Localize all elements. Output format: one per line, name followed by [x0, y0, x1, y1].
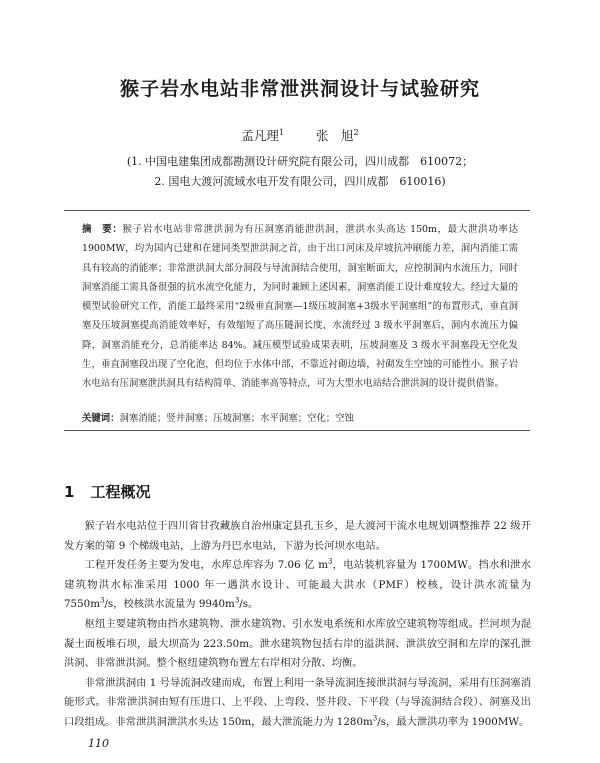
- paper-title: 猴子岩水电站非常泄洪洞设计与试验研究: [119, 78, 480, 100]
- text-run: /s，校核洪水流量为 9940m: [104, 598, 235, 611]
- section-title: 工程概况: [90, 483, 151, 501]
- divider-top: [64, 210, 530, 211]
- superscript: 3: [99, 596, 105, 605]
- text-run: 非常泄洪洞由 1 号导流洞改建而成，布置上利用一条导流洞连接泄洪洞与导流洞，采用有压洞塞消能形式。非常泄洪洞由短有压进口、上平段、上弯段、竖井段、下平段（与导流洞结合段）、洞塞及出口段组成。非常泄洪洞泄洪水头达 150m，最大泄流能力为 1280m: [64, 676, 531, 728]
- text-run: 猴子岩水电站位于四川省甘孜藏族自治州康定县孔玉乡，是大渡河干流水电规划调整推荐 22 级开发方案的第 9 个梯级电站，上游为丹巴水电站，下游为长河坝水电站。: [64, 520, 531, 552]
- text-run: 枢纽主要建筑物由挡水建筑物、泄水建筑物、引水发电系统和水库放空建筑物等组成。拦河坝为混凝土面板堆石坝，最大坝高为 223.50m。泄水建筑物包括右岸的溢洪洞、泄洪放空洞和左岸的深孔泄洪洞、非常泄洪洞。整个枢纽建筑物布置左右岸相对分散、均衡。: [64, 617, 531, 670]
- author-line: [0, 126, 600, 144]
- keywords: [82, 410, 522, 424]
- text-run: ，电站装机容量为 1700MW。挡水和泄水建筑物洪水标准采用 1000 年一遇洪水设计、可能最大洪水（PMF）校核，设计洪水流量为 7550m: [64, 559, 531, 611]
- abstract: [82, 220, 518, 394]
- paragraph: [64, 517, 531, 556]
- section-number: 1: [64, 483, 75, 501]
- paragraph: [64, 615, 531, 674]
- abstract-label: 摘 要：: [82, 224, 123, 235]
- text-run: /s，最大泄洪功率为 1900MW。: [377, 715, 530, 728]
- author-name: 孟凡理: [241, 128, 279, 143]
- page-number: 110: [88, 737, 109, 750]
- abstract-text: 猴子岩水电站非常泄洪洞为有压洞塞消能泄洪洞，泄洪水头高达 150m，最大泄洪功率达 1900MW，均为国内已建和在建同类型泄洪洞之首，由于出口河床及岸坡抗冲刷能力差，洞内消能工需具有较高的消能率；非常泄洪洞大部分洞段与导流洞结合使用，洞室断面大，应控制洞内水流压力，同时洞塞消能工需具备很强的抗水流空化能力，为同时兼顾上述因素，洞塞消能工设计难度较大。经过大量的模型试验研究工作，消能工最终采用“2级垂直洞塞—1级压坡洞塞+3级水平洞塞组”的布置形式，垂直洞塞及压坡洞塞提高消能效率好，有效缩短了高压隧洞长度，水流经过 3 级水平洞塞后，洞内水流压力偏降，洞塞消能充分，总消能率达 84%。减压模型试验成果表明，压坡洞塞及 3 级水平洞塞段无空化发生，垂直洞塞段出现了空化泡，但均位于水体中部，不靠近衬砌边墙，衬砌发生空蚀的可能性小。猴子岩水电站有压洞塞泄洪洞具有结构简单、消能率高等特点，可为大型水电站结合泄洪洞的设计提供借鉴。: [82, 224, 518, 390]
- author-sup: 2: [353, 127, 359, 137]
- divider-bottom: [64, 430, 530, 431]
- keywords-label: 关键词：: [82, 413, 120, 424]
- affiliation-2: 2. 国电大渡河流域水电开发有限公司，四川成都 610016): [154, 175, 446, 188]
- superscript: 3: [327, 557, 333, 566]
- paragraph: [64, 674, 531, 733]
- paragraph: [64, 556, 531, 615]
- text-run: /s。: [239, 598, 259, 611]
- body-text: [64, 517, 531, 733]
- text-run: 工程开发任务主要为发电，水库总库容为 7.06 亿 m: [84, 559, 328, 572]
- author-sup: 1: [278, 127, 285, 137]
- section-heading: [64, 481, 150, 502]
- affiliation-1: (1. 中国电建集团成都勘测设计研究院有限公司，四川成都 610072；: [126, 155, 474, 168]
- keywords-text: 洞塞消能；竖井洞塞；压坡洞塞；水平洞塞；空化；空蚀: [119, 413, 354, 424]
- author-name: 张 旭: [315, 128, 354, 143]
- superscript: 3: [234, 596, 240, 605]
- superscript: 3: [372, 714, 378, 723]
